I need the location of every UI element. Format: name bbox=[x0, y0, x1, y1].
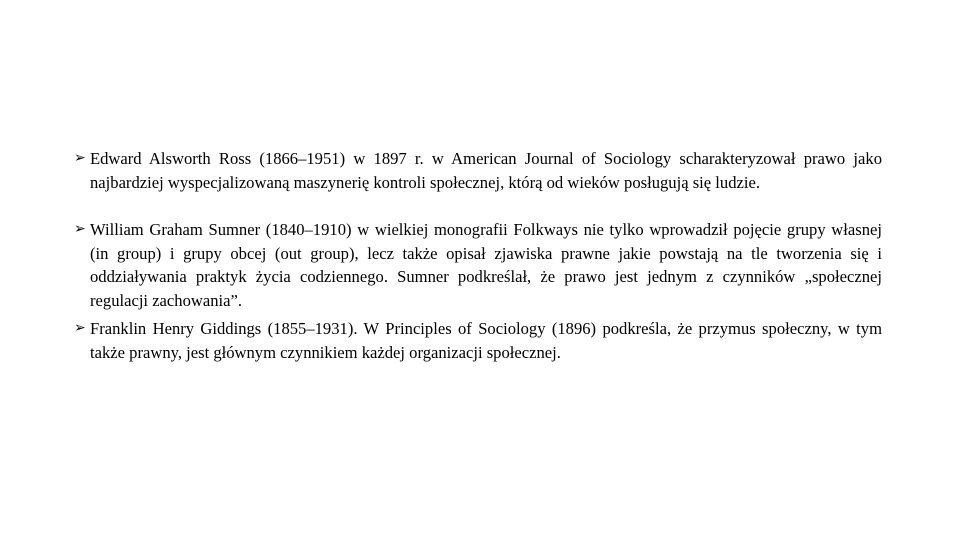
arrow-bullet-icon: ➢ bbox=[74, 150, 86, 166]
bullet-list bbox=[74, 147, 882, 364]
arrow-bullet-icon: ➢ bbox=[74, 221, 86, 237]
bullet-item-ross bbox=[74, 147, 882, 194]
bullet-item-giddings bbox=[74, 317, 882, 364]
bullet-text-sumner: William Graham Sumner (1840–1910) w wielkiej monografii Folkways nie tylko wprowadził pojęcie grupy własnej (in group) i grupy obcej (out group), lecz także opisał zjawiska prawne jakie powstają na tle tworzenia się i oddziaływania praktyk życia codziennego. Sumner podkreślał, że prawo jest jednym z czynników „społecznej regulacji zachowania”. bbox=[90, 220, 882, 310]
arrow-bullet-icon: ➢ bbox=[74, 320, 86, 336]
bullet-text-giddings: Franklin Henry Giddings (1855–1931). W Principles of Sociology (1896) podkreśla, że przymus społeczny, w tym także prawny, jest głównym czynnikiem każdej organizacji społecznej. bbox=[90, 319, 882, 362]
bullet-item-sumner bbox=[74, 218, 882, 312]
bullet-text-ross: Edward Alsworth Ross (1866–1951) w 1897 r. w American Journal of Sociology scharakteryzował prawo jako najbardziej wyspecjalizowaną maszynerię kontroli społecznej, którą od wieków posługują się ludzie. bbox=[90, 149, 882, 192]
